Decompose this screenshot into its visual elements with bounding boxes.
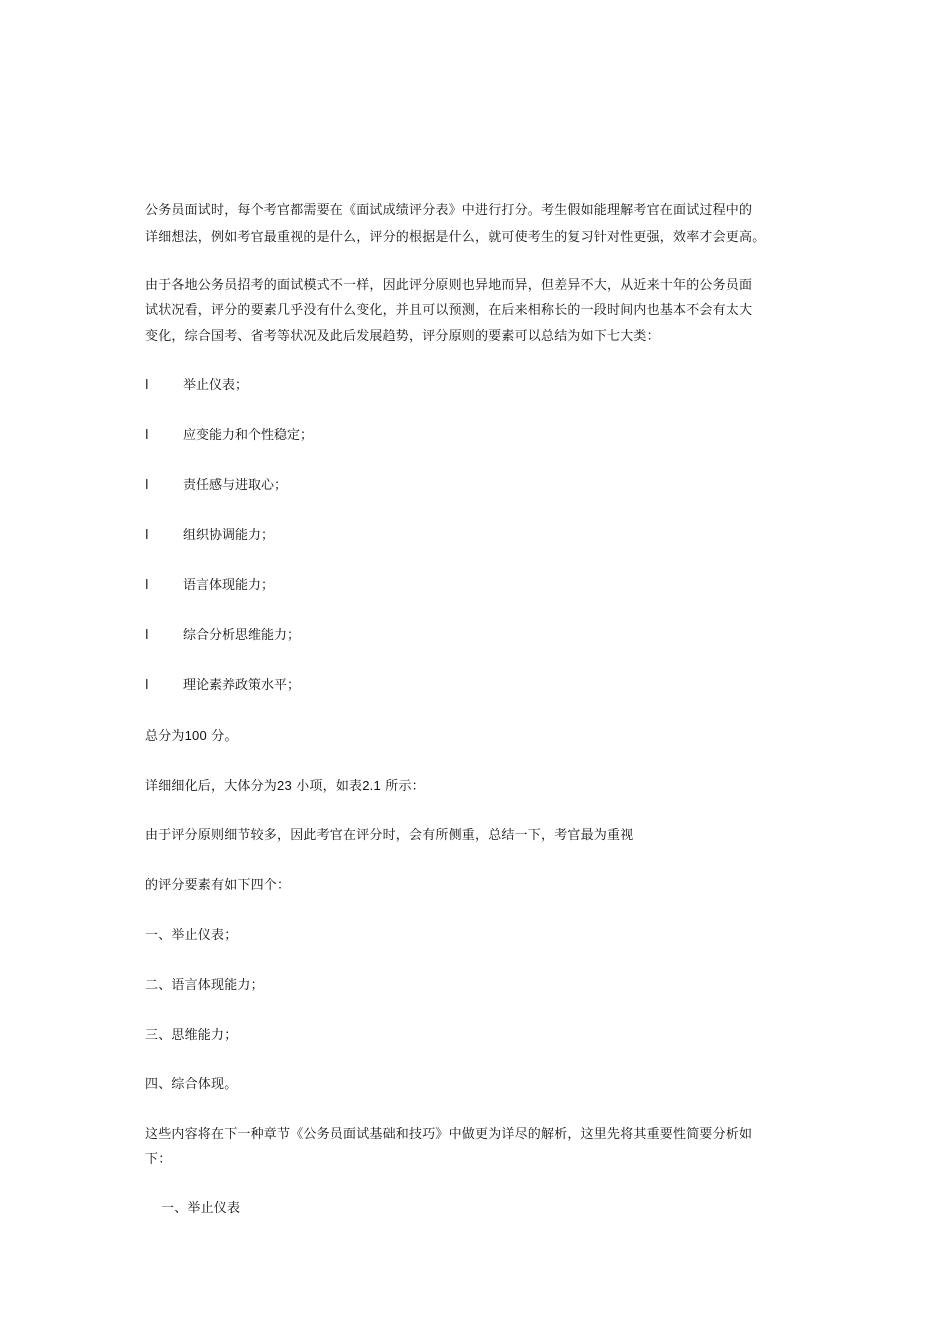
bullet-text: 组织协调能力；	[183, 528, 275, 543]
detail-before: 详细细化后，大体分为	[145, 779, 278, 794]
paragraph-3-line-1: 由于评分原则细节较多，因此考官在评分时，会有所侧重，总结一下，考官最为重视	[145, 828, 634, 843]
total-score-number: 100	[184, 728, 207, 743]
paragraph-3-line-2: 的评分要素有如下四个：	[145, 878, 291, 893]
paragraph-2-line-2: 试状况看，评分的要素几乎没有什么变化，并且可以预测，在后来相称长的一段时间内也基本不会有太大	[145, 303, 753, 318]
detail-line	[145, 776, 825, 797]
bullet-marker: l	[145, 478, 149, 493]
paragraph-2-line-1: 由于各地公务员招考的面试模式不一样，因此评分原则也异地而异，但差异不大，从近来十年的公务员面	[145, 278, 753, 293]
paragraph-4-line-2: 下：	[145, 1152, 172, 1167]
key-factor-item: 二、语言体现能力；	[145, 978, 264, 993]
key-factor-item: 三、思维能力；	[145, 1028, 238, 1043]
bullet-marker: l	[145, 378, 149, 393]
bullet-text: 语言体现能力；	[183, 578, 275, 593]
bullet-marker: l	[145, 428, 149, 443]
paragraph-1-line-1: 公务员面试时，每个考官都需要在《面试成绩评分表》中进行打分。考生假如能理解考官在面试过程中的	[145, 203, 753, 218]
section-heading: 一、举止仪表	[161, 1201, 241, 1216]
bullet-text: 举止仪表；	[183, 378, 249, 393]
detail-number-2: 2.1	[362, 778, 381, 793]
bullet-text: 综合分析思维能力；	[183, 628, 301, 643]
bullet-text: 应变能力和个性稳定；	[183, 428, 314, 443]
bullet-marker: l	[145, 578, 149, 593]
key-factor-item: 一、举止仪表；	[145, 928, 238, 943]
total-score-before: 总分为	[145, 729, 185, 744]
detail-middle: 小项，如表	[291, 779, 363, 794]
bullet-marker: l	[145, 628, 149, 643]
bullet-marker: l	[145, 678, 149, 693]
detail-after: 所示：	[380, 779, 425, 794]
total-score-after: 分。	[206, 729, 238, 744]
bullet-text: 理论素养政策水平；	[183, 678, 301, 693]
total-score-line	[145, 726, 825, 747]
paragraph-4-line-1: 这些内容将在下一种章节《公务员面试基础和技巧》中做更为详尽的解析，这里先将其重要性简要分析如	[145, 1127, 753, 1142]
paragraph-1-line-2: 详细想法，例如考官最重视的是什么，评分的根据是什么，就可使考生的复习针对性更强，效率才会更高。	[145, 230, 766, 245]
key-factor-item: 四、综合体现。	[145, 1077, 238, 1092]
detail-number-1: 23	[277, 778, 292, 793]
bullet-marker: l	[145, 528, 149, 543]
bullet-text: 责任感与进取心；	[183, 478, 288, 493]
paragraph-2-line-3: 变化，综合国考、省考等状况及此后发展趋势，评分原则的要素可以总结为如下七大类：	[145, 329, 660, 344]
